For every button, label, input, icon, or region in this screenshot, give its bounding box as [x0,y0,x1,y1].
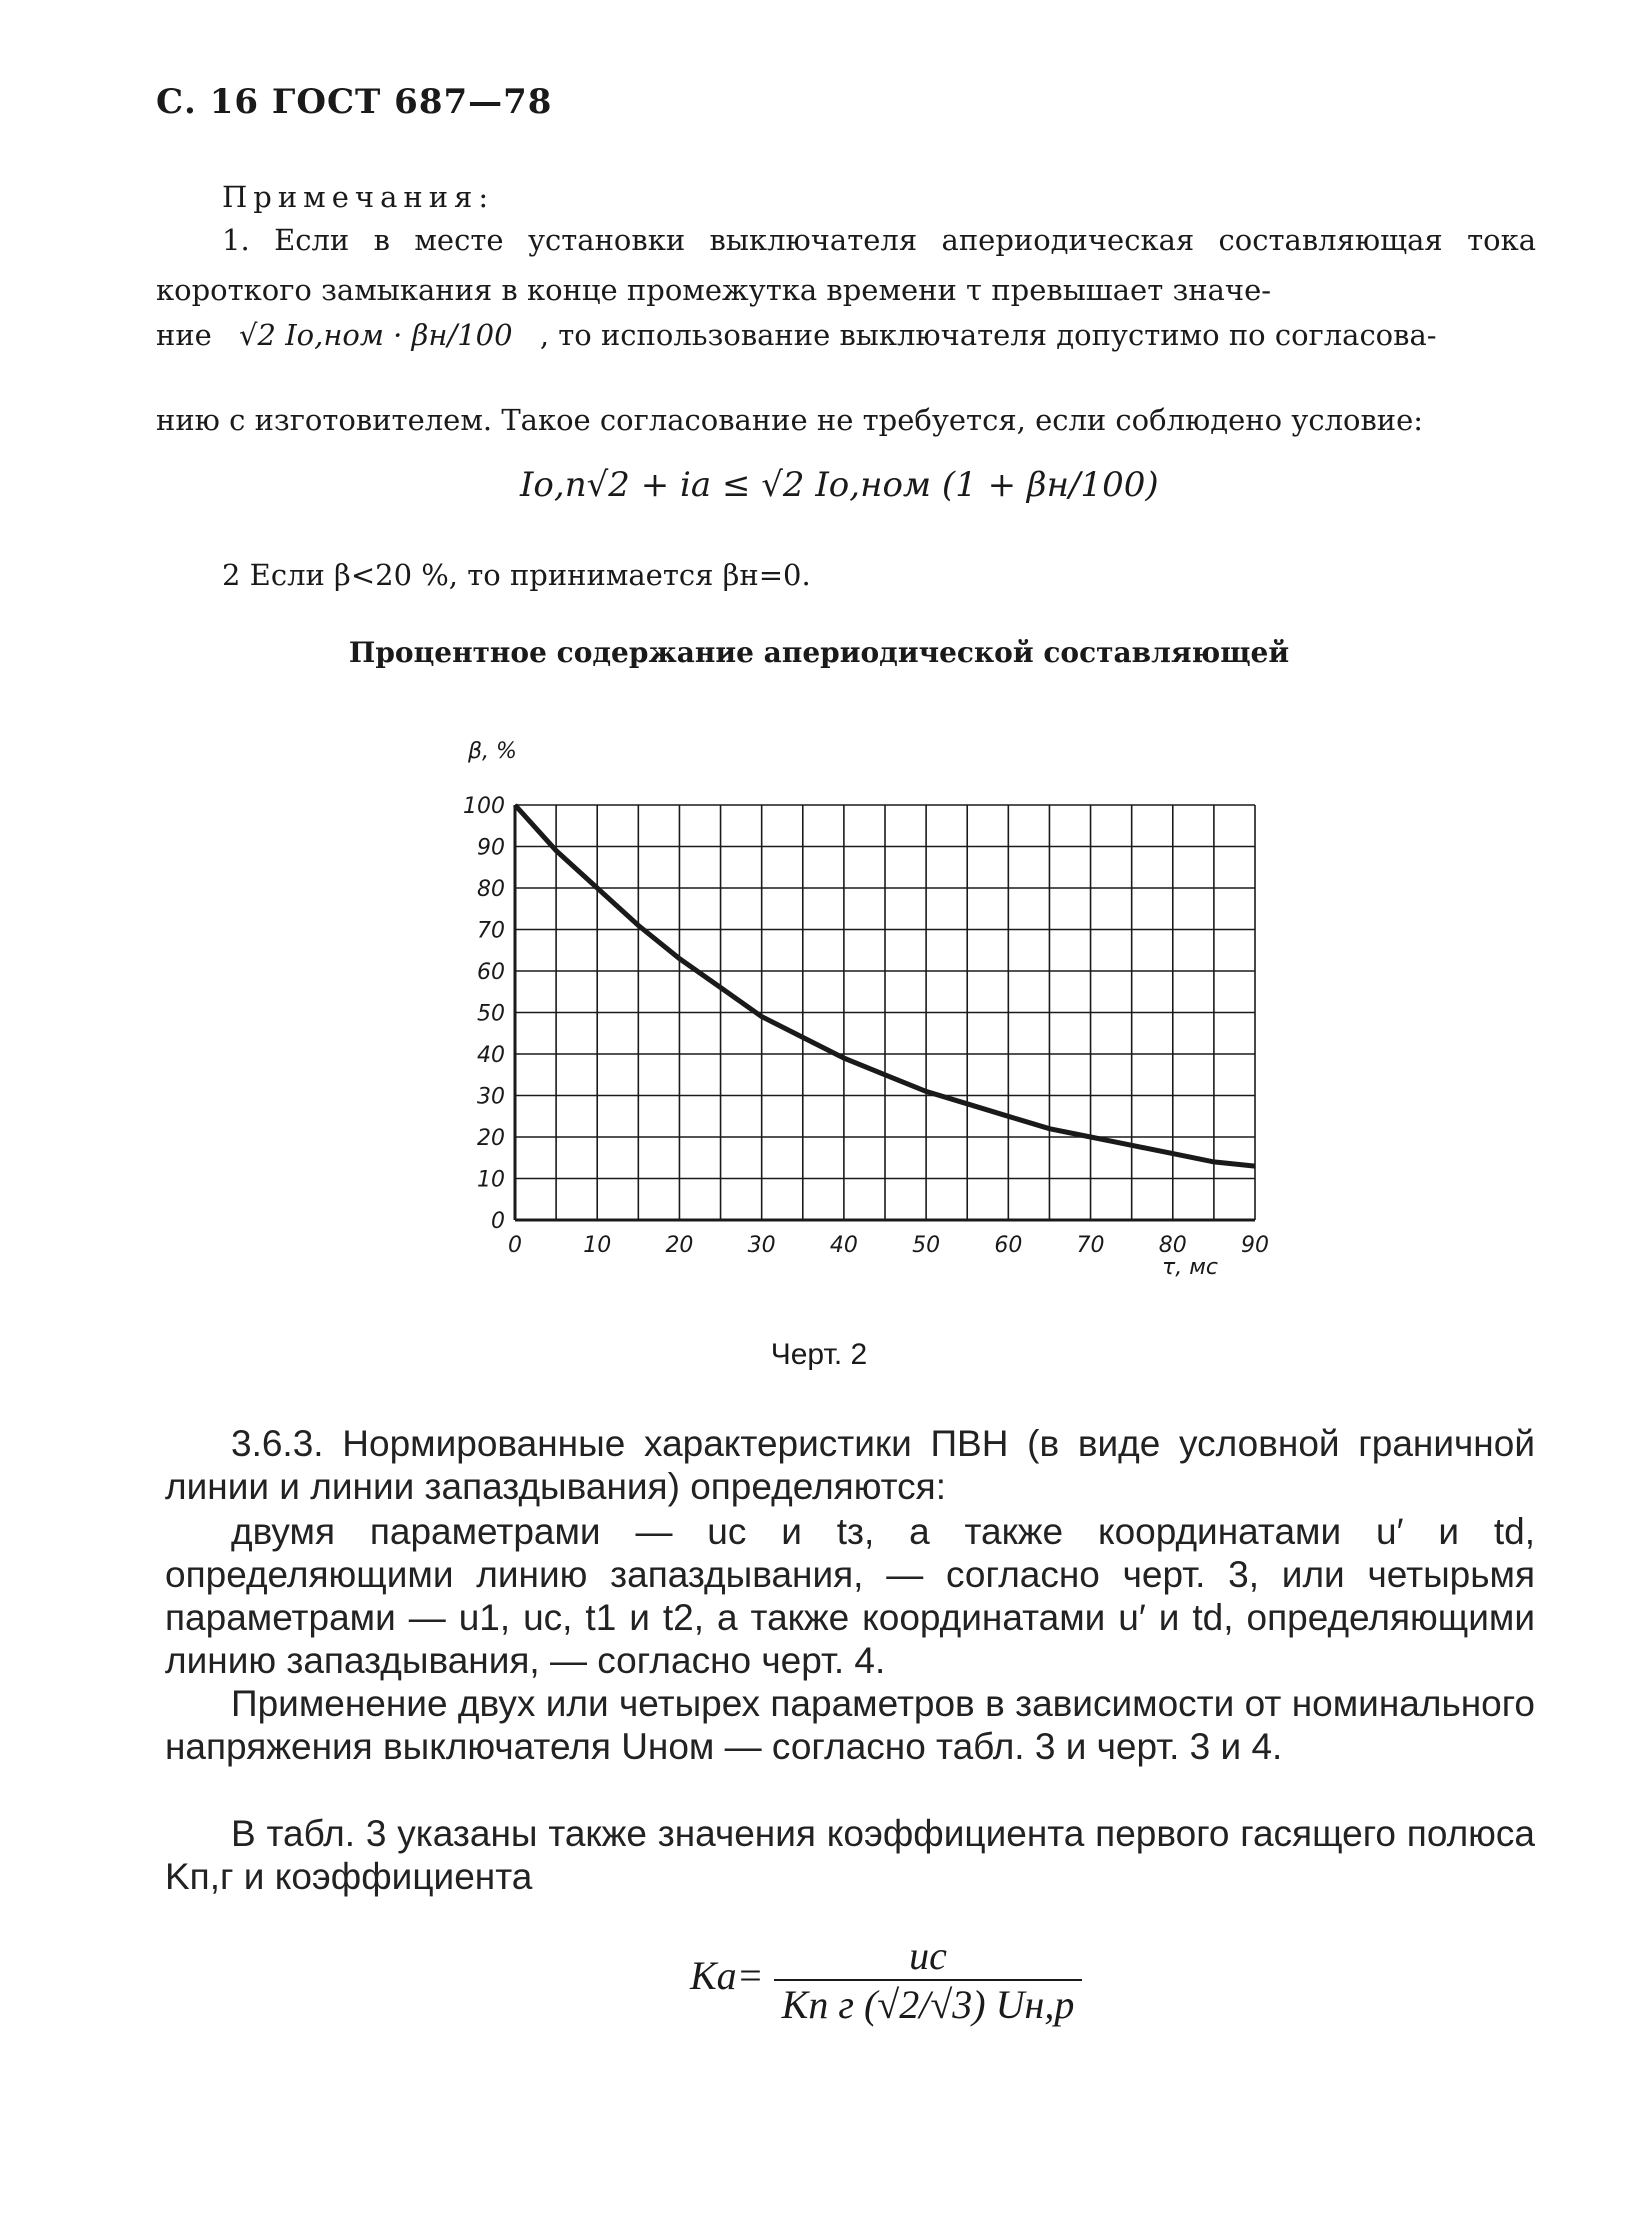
note-1-continuation: нию с изготовителем. Такое согласование не требуется, если соблюдено условие: [156,403,1424,437]
page-header: С. 16 ГОСТ 687—78 [156,82,553,122]
y-tick-label: 80 [477,877,505,902]
chart-title: Процентное содержание апериодической составляющей [348,636,1290,669]
y-axis-label: β, % [468,739,517,764]
note-1-text: 1. Если в месте установки выключателя апериодическая составляющая тока короткого замыкания в конце промежутка времени τ превышает значе- [156,223,1536,307]
y-tick-label: 20 [477,1126,505,1151]
y-tick-label: 40 [477,1043,505,1068]
note-1-inline-formula: √2 Iо,ном · βн/100 [239,318,513,352]
figure-caption: Черт. 2 [770,1338,868,1371]
note-1-suffix: , то использование выключателя допустимо по согласова- [539,318,1437,352]
condition-formula: Iо,п√2 + ia ≤ √2 Iо,ном (1 + βн/100) [520,465,1159,505]
ka-denominator: Kп г (√2/√3) Uн,р [781,1982,1075,2027]
note-1-prefix: ние [156,318,212,352]
section-paragraph-4: В табл. 3 указаны также значения коэффициента первого гасящего полюса Kп,г и коэффициента [165,1813,1535,1897]
x-tick-label: 80 [1158,1233,1187,1258]
chart [440,730,1280,1290]
x-tick-label: 20 [665,1233,694,1258]
x-tick-label: 30 [747,1233,776,1258]
x-axis-label: τ, мс [1162,1255,1218,1280]
x-tick-label: 70 [1076,1233,1105,1258]
x-tick-label: 10 [583,1233,612,1258]
y-tick-label: 60 [477,960,505,985]
y-tick-label: 100 [463,794,505,819]
section-paragraph-1: 3.6.3. Нормированные характеристики ПВН (в виде условной граничной линии и линии запаздывания) определяются: [165,1423,1535,1507]
y-tick-label: 0 [491,1209,505,1234]
x-tick-label: 60 [994,1233,1023,1258]
chart-ticks [463,794,1269,1258]
y-tick-label: 10 [477,1167,505,1193]
notes-title: Примечания: [222,180,495,214]
section-paragraph-2: двумя параметрами — uс и tз, а также координатами u′ и td, определяющими линию запаздывания, — согласно черт. 3, или четырьмя параметрами — u1, uс, t1 и t2, а также координатами u′ и td, определяющими линию запаздывания, — согласно черт. 4. [165,1511,1535,1681]
x-tick-label: 0 [508,1233,522,1258]
y-tick-label: 50 [477,1001,505,1027]
y-tick-label: 70 [477,918,505,944]
ka-lhs: Ka= [690,1953,764,1999]
note-2-text: 2 Если β<20 %, то принимается βн=0. [222,558,811,592]
ka-numerator: uс [774,1932,1083,1981]
x-tick-label: 90 [1241,1233,1269,1258]
ka-fraction [774,1932,1083,2028]
chart-grid [515,805,1255,1220]
y-tick-label: 30 [477,1084,505,1110]
x-tick-label: 40 [829,1233,858,1258]
x-tick-label: 50 [912,1233,941,1258]
section-paragraph-3: Применение двух или четырех параметров в зависимости от номинального напряжения выключателя Uном — согласно табл. 3 и черт. 3 и 4. [165,1683,1535,1767]
ka-formula [690,1932,1082,2028]
y-tick-label: 90 [477,835,505,861]
note-1-formula-line [156,310,1536,360]
